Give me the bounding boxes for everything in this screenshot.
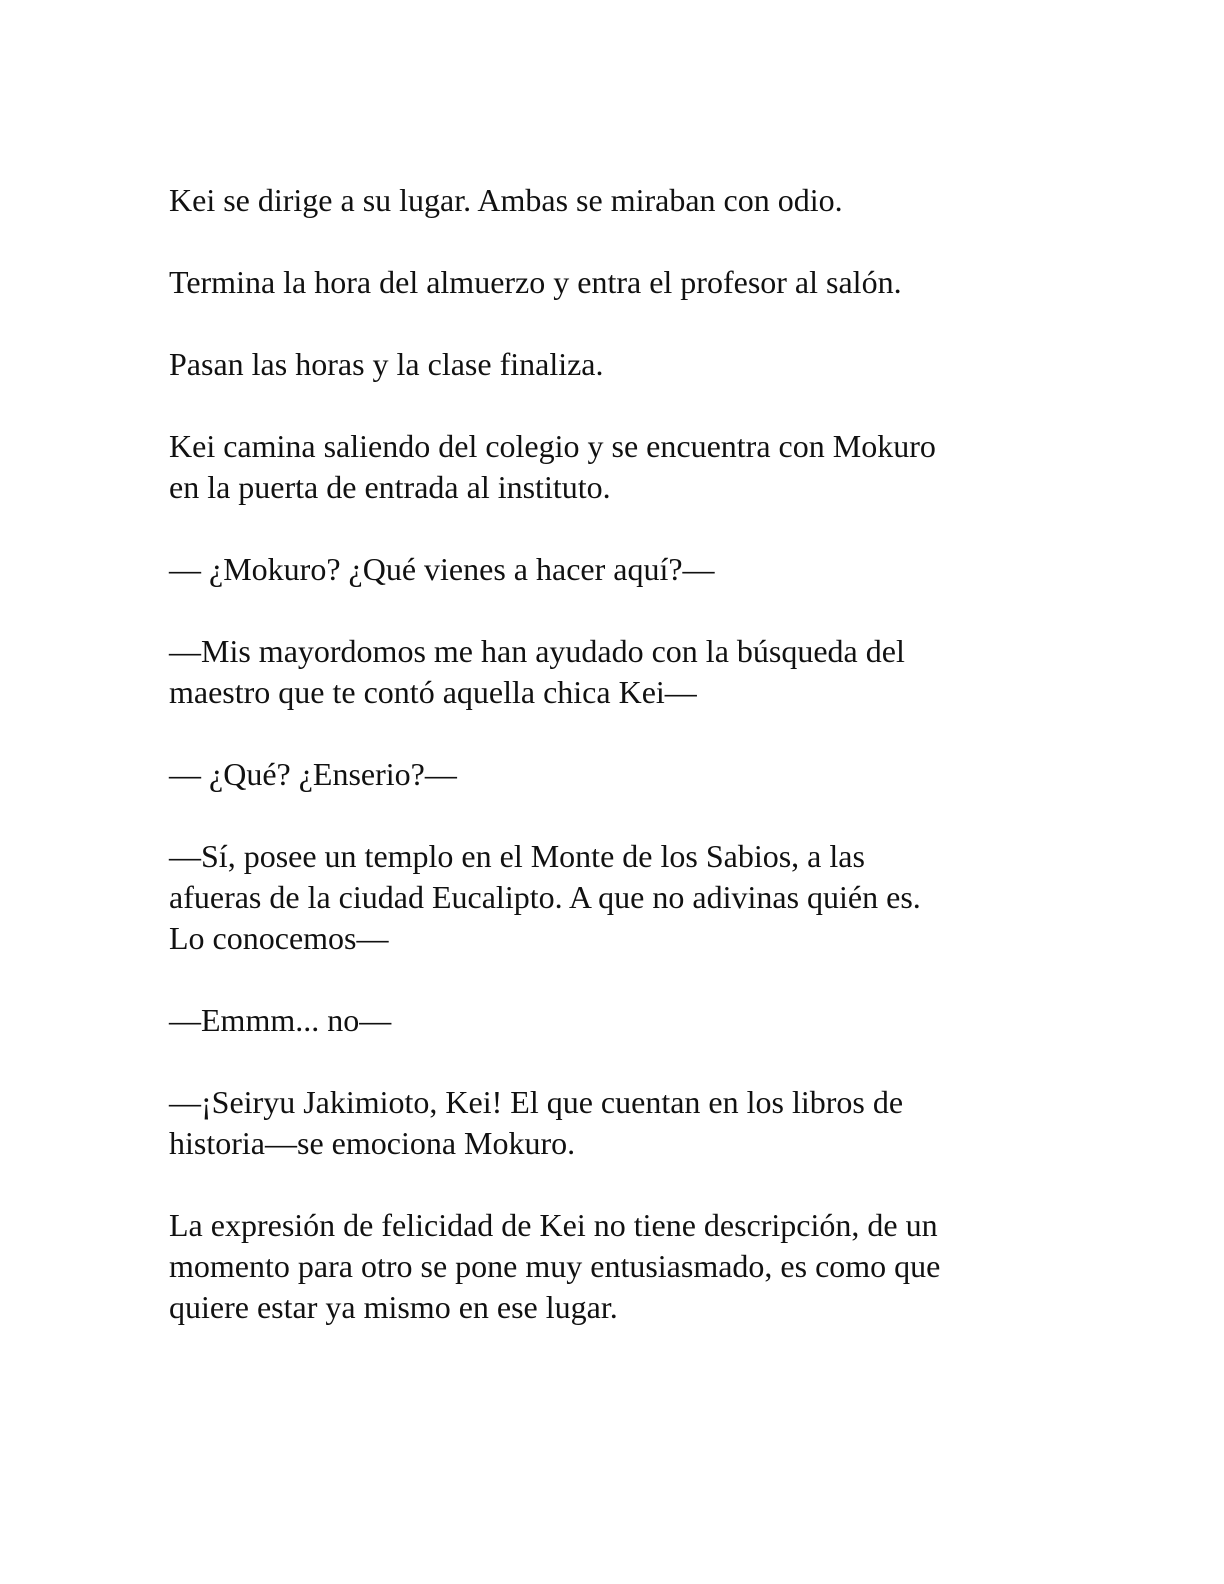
dialogue-line-5: —Emmm... no— xyxy=(169,1002,392,1038)
paragraph-3: Pasan las horas y la clase finaliza. xyxy=(169,346,604,382)
dialogue-line-3: — ¿Qué? ¿Enserio?— xyxy=(169,756,457,792)
paragraph-2: Termina la hora del almuerzo y entra el profesor al salón. xyxy=(169,264,902,300)
dialogue-line-6: —¡Seiryu Jakimioto, Kei! El que cuentan en los libros de historia—se emociona Mokuro. xyxy=(169,1084,904,1161)
paragraph-final: La expresión de felicidad de Kei no tiene descripción, de un momento para otro se pone muy entusiasmado, es como que quiere estar ya mismo en ese lugar. xyxy=(169,1207,941,1325)
paragraph-4: Kei camina saliendo del colegio y se encuentra con Mokuro en la puerta de entrada al instituto. xyxy=(169,428,936,505)
paragraph-1: Kei se dirige a su lugar. Ambas se miraban con odio. xyxy=(169,182,843,218)
dialogue-line-1: — ¿Mokuro? ¿Qué vienes a hacer aquí?— xyxy=(169,551,715,587)
document-body xyxy=(169,180,1049,1369)
dialogue-line-2: —Mis mayordomos me han ayudado con la búsqueda del maestro que te contó aquella chica Kei— xyxy=(169,633,905,710)
dialogue-line-4: —Sí, posee un templo en el Monte de los Sabios, a las afueras de la ciudad Eucalipto. A que no adivinas quién es. Lo conocemos— xyxy=(169,838,921,956)
